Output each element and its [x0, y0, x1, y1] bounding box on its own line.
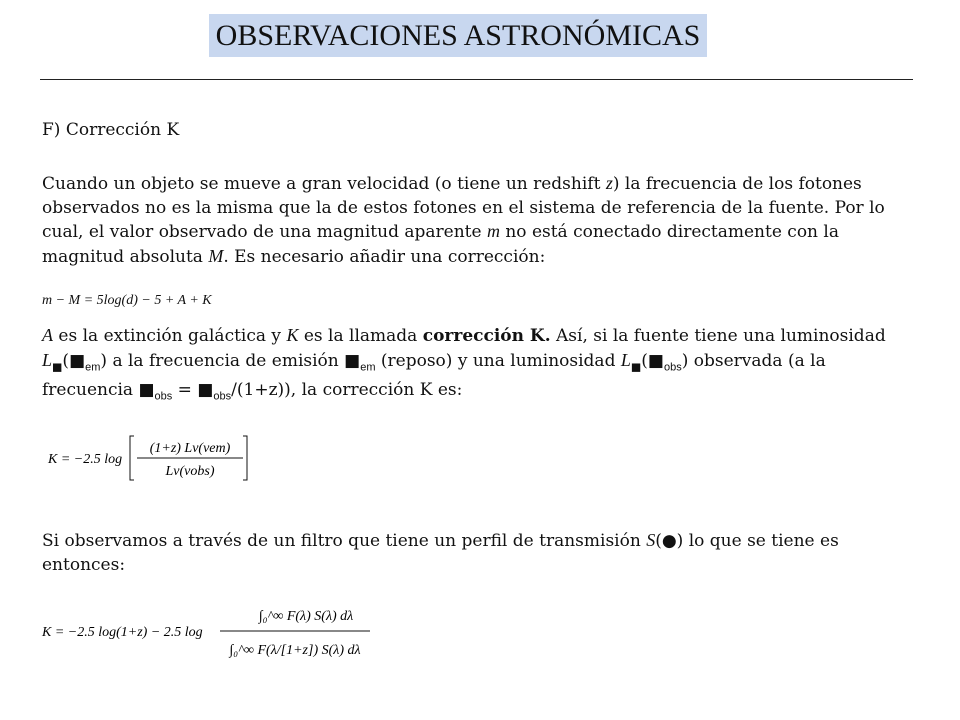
equation-k-correction: [44, 432, 264, 488]
symbol-S: S: [646, 530, 656, 550]
text: (: [62, 350, 70, 371]
equation-distance-modulus: m − M = 5log(d) − 5 + A + K: [42, 293, 212, 308]
missing-glyph-icon: ■: [138, 380, 155, 401]
missing-glyph-icon: (●): [655, 531, 684, 551]
text: ) la frecuencia de los fotones observados no es la misma que la de estos fotones en el sistema de referencia de la fuente. Por lo cual, el valor observado de una magnitud aparente: [42, 174, 885, 242]
text: lo que se tiene es entonces:: [42, 531, 839, 575]
text: ): [681, 350, 689, 371]
text: (reposo) y una luminosidad: [375, 350, 621, 371]
section-heading: F) Corrección K: [42, 120, 180, 140]
missing-glyph-icon: ■: [344, 350, 361, 371]
subscript: em: [360, 360, 376, 373]
symbol-M: M: [208, 245, 224, 266]
paragraph-filter: [42, 529, 917, 577]
bold-term: corrección K.: [422, 326, 551, 346]
symbol-z: z: [605, 173, 613, 193]
subscript: em: [85, 360, 101, 373]
paragraph-k-correction: [42, 324, 917, 409]
eq3-numerator: ∫₀^∞ F(λ) S(λ) dλ: [258, 609, 354, 624]
missing-glyph-icon: ■: [630, 359, 642, 373]
symbol-L: L: [620, 349, 631, 370]
text: ): [100, 350, 108, 371]
text: Cuando un objeto se mueve a gran velocidad (o tiene un redshift: [42, 174, 606, 194]
text: (: [641, 350, 648, 371]
title-divider: [40, 79, 913, 80]
text: =: [172, 380, 198, 401]
symbol-A: A: [42, 325, 53, 345]
text: no está conectado directamente con la magnitud absoluta: [42, 222, 839, 267]
eq3-denominator: ∫₀^∞ F(λ/[1+z]) S(λ) dλ: [229, 643, 361, 658]
paragraph-intro: [42, 172, 917, 269]
symbol-L: L: [42, 349, 53, 370]
left-bracket: [130, 436, 134, 480]
text: . Es necesario añadir una corrección:: [223, 246, 546, 267]
text: es la llamada: [298, 326, 423, 346]
equation-k-correction-svg: [44, 432, 264, 484]
subscript: obs: [663, 360, 682, 373]
right-bracket: [243, 436, 247, 480]
slide-title: OBSERVACIONES ASTRONÓMICAS: [209, 14, 707, 57]
text: Si observamos a través de un filtro que tiene un perfil de transmisión: [42, 531, 647, 551]
symbol-m: m: [486, 221, 500, 241]
text: Así, si la fuente tiene una luminosidad: [550, 326, 886, 346]
equation-k-correction-filter: [40, 596, 380, 672]
text: /(1+z)), la corrección K es:: [231, 380, 463, 401]
missing-glyph-icon: ■: [197, 380, 214, 401]
symbol-K: K: [286, 325, 299, 345]
missing-glyph-icon: ■: [69, 350, 86, 371]
subscript: obs: [154, 390, 173, 403]
eq3-lhs: K = −2.5 log(1+z) − 2.5 log: [42, 625, 203, 640]
eq2-denominator: Lν(νobs): [165, 464, 215, 479]
eq2-lhs: K = −2.5 log: [48, 452, 123, 467]
eq2-numerator: (1+z) Lν(νem): [149, 441, 231, 456]
missing-glyph-icon: ■: [647, 350, 664, 371]
subscript: obs: [213, 390, 232, 403]
text: a la frecuencia de emisión: [107, 350, 345, 371]
text: observada (a la frecuencia: [42, 350, 826, 401]
missing-glyph-icon: ■: [52, 359, 63, 373]
text: es la extinción galáctica y: [53, 326, 287, 346]
equation-k-correction-filter-svg: [40, 596, 380, 668]
